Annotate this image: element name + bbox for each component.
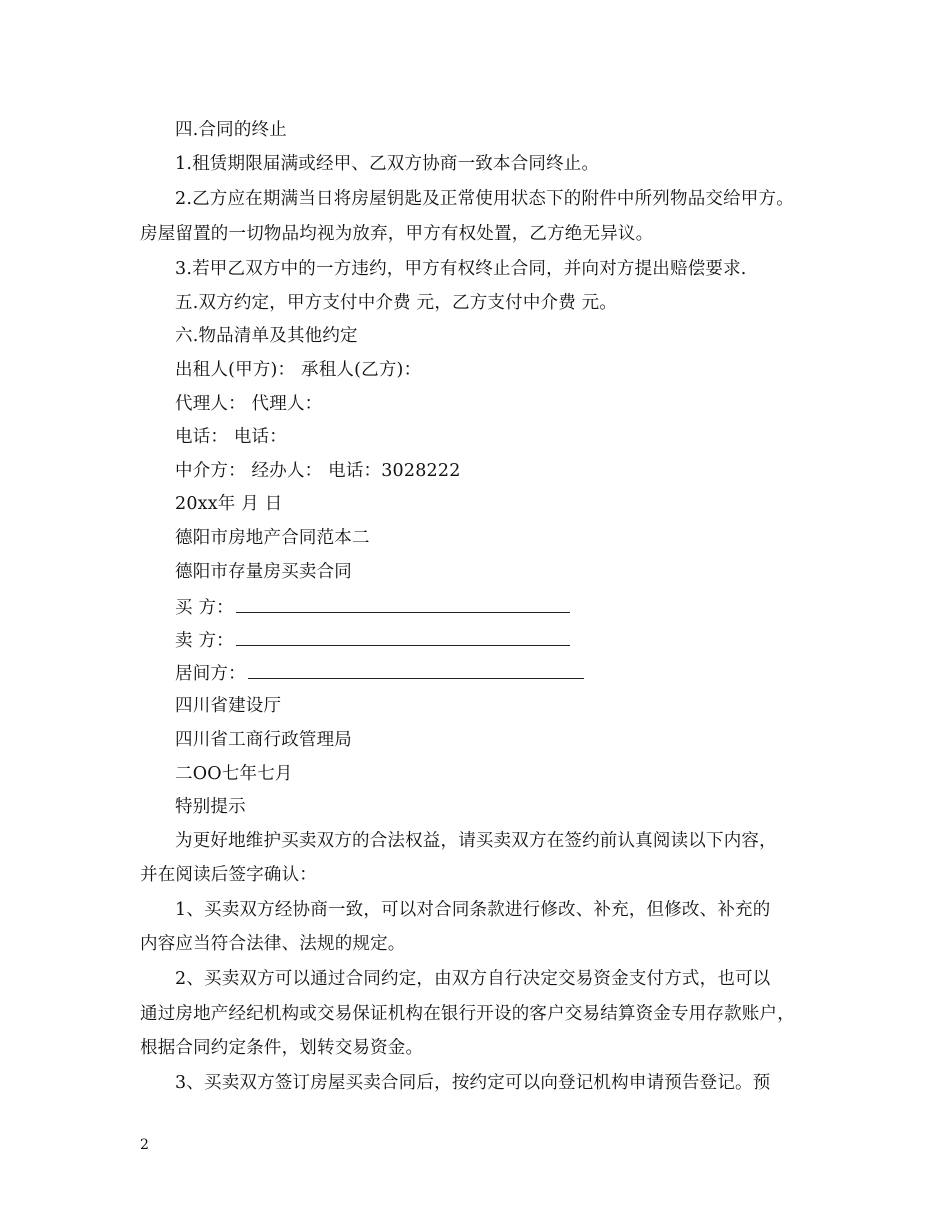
paragraph-line: 内容应当符合法律、法规的规定。: [140, 934, 406, 954]
paragraph-line: 2.乙方应在期满当日将房屋钥匙及正常使用状态下的附件中所列物品交给甲方。: [175, 189, 794, 209]
section-title: 四.合同的终止: [175, 120, 287, 140]
paragraph-line: 根据合同约定条件，划转交易资金。: [140, 1038, 424, 1058]
section-title: 六.物品清单及其他约定: [175, 326, 358, 346]
document-title: 德阳市存量房买卖合同: [175, 562, 352, 582]
page-number: 2: [140, 1137, 149, 1153]
buyer-field: [175, 594, 570, 620]
date-line: 二OO七年七月: [175, 764, 293, 784]
issuer-line: 四川省建设厅: [175, 696, 282, 716]
paragraph-line: 并在阅读后签字确认：: [140, 865, 317, 885]
issuer-line: 四川省工商行政管理局: [175, 730, 352, 750]
buyer-label: 买 方：: [175, 598, 234, 618]
signature-line: 中介方： 经办人： 电话：3028222: [175, 461, 461, 481]
paragraph-line: 通过房地产经纪机构或交易保证机构在银行开设的客户交易结算资金专用存款账户，: [140, 1004, 795, 1024]
seller-label: 卖 方：: [175, 631, 234, 651]
buyer-blank: [236, 594, 570, 613]
signature-line: 代理人： 代理人：: [175, 394, 323, 414]
paragraph-line: 五.双方约定，甲方支付中介费 元，乙方支付中介费 元。: [175, 293, 618, 313]
intermediary-label: 居间方：: [175, 664, 246, 684]
signature-line: 电话： 电话：: [175, 427, 287, 447]
document-title: 德阳市房地产合同范本二: [175, 528, 370, 548]
paragraph-line: 1.租赁期限届满或经甲、乙双方协商一致本合同终止。: [175, 154, 600, 174]
paragraph-line: 3、买卖双方签订房屋买卖合同后，按约定可以向登记机构申请预告登记。预: [175, 1073, 771, 1093]
seller-blank: [236, 627, 570, 646]
paragraph-line: 为更好地维护买卖双方的合法权益，请买卖双方在签约前认真阅读以下内容，: [175, 831, 777, 851]
paragraph-line: 1、买卖双方经协商一致，可以对合同条款进行修改、补充，但修改、补充的: [175, 900, 771, 920]
signature-line: 出租人(甲方)： 承租人(乙方)：: [175, 360, 422, 380]
intermediary-field: [175, 660, 584, 686]
intermediary-blank: [248, 660, 584, 679]
paragraph-line: 3.若甲乙双方中的一方违约，甲方有权终止合同，并向对方提出赔偿要求.: [175, 259, 747, 279]
date-line: 20xx年 月 日: [175, 494, 283, 514]
paragraph-line: 2、买卖双方可以通过合同约定，由双方自行决定交易资金支付方式，也可以: [175, 969, 771, 989]
section-title: 特别提示: [175, 797, 246, 817]
paragraph-line: 房屋留置的一切物品均视为放弃，甲方有权处置，乙方绝无异议。: [140, 224, 654, 244]
seller-field: [175, 627, 570, 653]
